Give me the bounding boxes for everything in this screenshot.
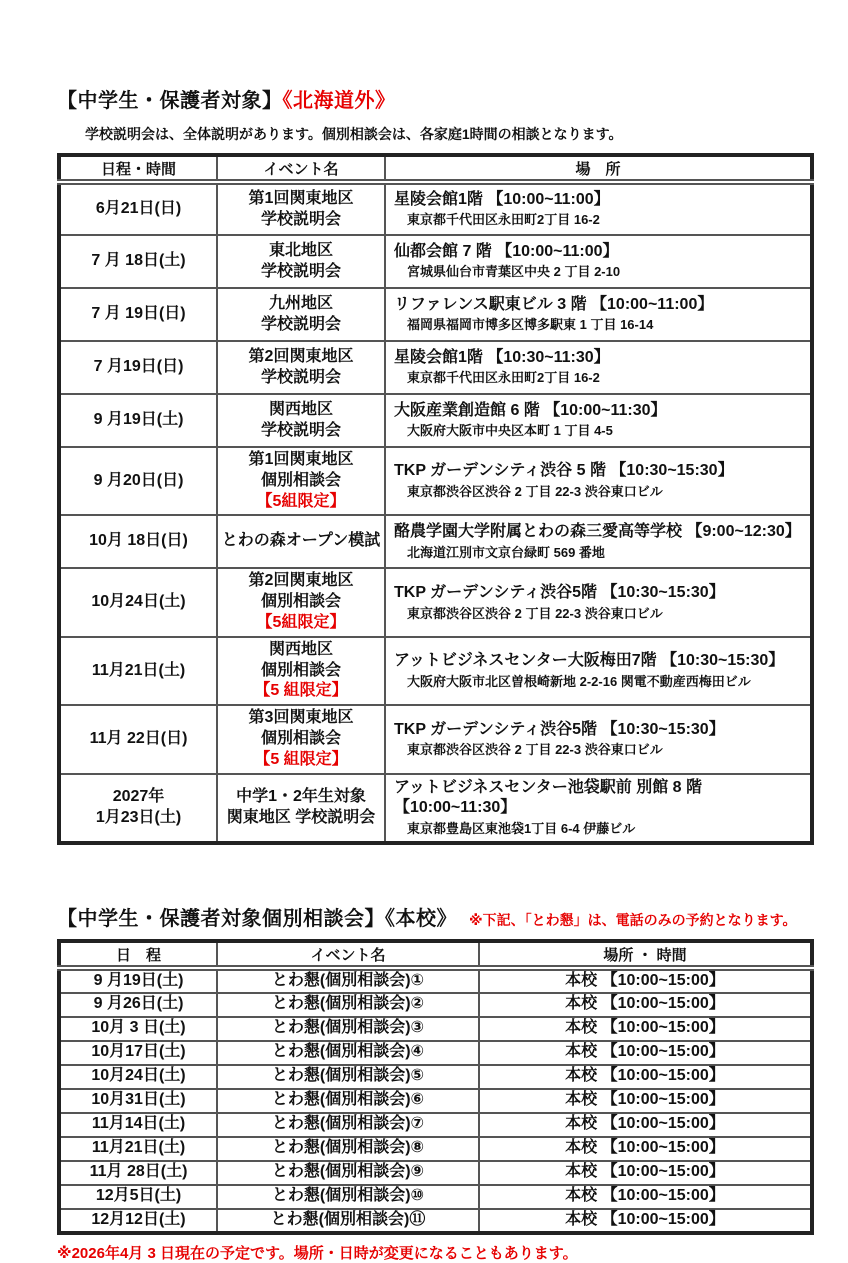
event-name-line xyxy=(218,210,384,231)
event-place-cell xyxy=(385,515,812,568)
venue-address: 福岡県福岡市博多区博多駅東 1 丁目 16-14 xyxy=(407,317,654,333)
consult-date-cell: 11月 28日(土) xyxy=(59,1161,217,1185)
oncampus-schedule-table xyxy=(57,939,814,1235)
event-name-text: 学校説明会 xyxy=(260,210,341,228)
oncampus-table-row xyxy=(59,993,812,1017)
venue-address: 北海道江別市文京台緑町 569 番地 xyxy=(407,544,605,560)
event-place-cell xyxy=(385,341,812,394)
venue-address: 宮城県仙台市青葉区中央 2 丁目 2-10 xyxy=(407,264,621,280)
event-name-line xyxy=(218,189,384,210)
event-date-line: 7 月 19日(日) xyxy=(91,305,186,323)
venue-and-time: アットビジネスセンター池袋駅前 別館 8 階 【10:00~11:30】 xyxy=(394,778,702,817)
event-place-cell xyxy=(385,705,812,773)
consult-place-cell: 本校 【10:00~15:00】 xyxy=(479,968,812,993)
venue-address: 東京都渋谷区渋谷 2 丁目 22-3 渋谷東口ビル xyxy=(407,484,663,500)
consult-place-cell: 本校 【10:00~15:00】 xyxy=(479,1161,812,1185)
event-name-text: 学校説明会 xyxy=(260,368,341,386)
offsite-table-row xyxy=(59,341,812,394)
event-limit-badge: 【5 組限定】 xyxy=(254,750,348,768)
consult-event-cell: とわ懇(個別相談会)② xyxy=(217,993,479,1017)
consult-place-cell: 本校 【10:00~15:00】 xyxy=(479,1137,812,1161)
consult-date-cell: 10月24日(土) xyxy=(59,1065,217,1089)
consult-place-cell: 本校 【10:00~15:00】 xyxy=(479,1017,812,1041)
event-name-cell xyxy=(217,394,385,447)
consult-event-cell: とわ懇(個別相談会)⑨ xyxy=(217,1161,479,1185)
event-date-cell xyxy=(59,235,217,288)
offsite-table-header-row xyxy=(59,155,812,182)
event-date-cell xyxy=(59,394,217,447)
venue-and-time: リファレンス駅東ビル 3 階 【10:00~11:00】 xyxy=(394,295,714,313)
event-name-cell xyxy=(217,568,385,636)
event-place-cell xyxy=(385,774,812,843)
event-name-line xyxy=(218,471,384,513)
offsite-schedule-table xyxy=(57,153,814,845)
oncampus-table-row xyxy=(59,1185,812,1209)
event-limit-badge: 【5組限定】 xyxy=(256,613,346,631)
event-name-line xyxy=(218,450,384,471)
oncampus-table-row xyxy=(59,1041,812,1065)
event-name-text: 第1回関東地区 xyxy=(248,451,354,468)
consult-date-cell: 11月21日(土) xyxy=(59,1137,217,1161)
oncampus-table-row xyxy=(59,1113,812,1137)
event-place-cell xyxy=(385,394,812,447)
event-name-line xyxy=(218,640,384,661)
event-date-line: 7 月19日(日) xyxy=(93,358,184,376)
event-name-text: 東北地区 xyxy=(268,241,333,259)
event-date-cell xyxy=(59,637,217,705)
event-date-cell xyxy=(59,515,217,568)
consult-place-cell: 本校 【10:00~15:00】 xyxy=(479,1089,812,1113)
event-place-cell xyxy=(385,568,812,636)
consult-date-cell: 9 月26日(土) xyxy=(59,993,217,1017)
event-place-cell xyxy=(385,235,812,288)
event-name-line xyxy=(218,347,384,368)
event-date-line: 10月24日(土) xyxy=(91,593,186,611)
venue-and-time: TKP ガーデンシティ渋谷 5 階 【10:30~15:30】 xyxy=(394,462,734,480)
event-name-cell xyxy=(217,288,385,341)
consult-event-cell: とわ懇(個別相談会)④ xyxy=(217,1041,479,1065)
event-name-cell xyxy=(217,235,385,288)
consult-place-cell: 本校 【10:00~15:00】 xyxy=(479,1041,812,1065)
venue-address: 大阪府大阪市北区曽根崎新地 2-2-16 関電不動産西梅田ビル xyxy=(407,673,751,689)
event-name-text: 第3回関東地区 xyxy=(248,709,354,727)
oncampus-table-row xyxy=(59,1161,812,1185)
event-name-line xyxy=(218,729,384,771)
event-date-line: 10月 18日(日) xyxy=(89,532,188,550)
venue-and-time: TKP ガーデンシティ渋谷5階 【10:30~15:30】 xyxy=(394,583,725,601)
offsite-table-row xyxy=(59,235,812,288)
consult-event-cell: とわ懇(個別相談会)③ xyxy=(217,1017,479,1041)
event-name-line xyxy=(218,571,384,592)
event-date-cell xyxy=(59,447,217,515)
event-name-cell xyxy=(217,182,385,235)
consult-event-cell: とわ懇(個別相談会)⑦ xyxy=(217,1113,479,1137)
oncampus-header-place: 場所 ・ 時間 xyxy=(479,941,812,968)
oncampus-table-header-row xyxy=(59,941,812,968)
footer-note: ※2026年4月 3 日現在の予定です。場所・日時が変更になることもあります。 xyxy=(57,1244,578,1262)
event-name-text: 個別相談会 xyxy=(260,593,341,611)
venue-address: 東京都豊島区東池袋1丁目 6-4 伊藤ビル xyxy=(407,821,636,837)
offsite-table-row xyxy=(59,288,812,341)
event-date-line: 9 月19日(土) xyxy=(93,411,184,429)
venue-and-time: 星陵会館1階 【10:00~11:00】 xyxy=(394,190,610,208)
event-name-line xyxy=(218,315,384,336)
event-date-cell xyxy=(59,182,217,235)
offsite-header-place: 場 所 xyxy=(385,155,812,182)
event-name-text: 関東地区 学校説明会 xyxy=(226,808,376,826)
event-place-cell xyxy=(385,637,812,705)
event-date-line: 7 月 18日(土) xyxy=(91,252,186,270)
event-name-line xyxy=(218,241,384,262)
consult-event-cell: とわ懇(個別相談会)⑥ xyxy=(217,1089,479,1113)
event-place-cell xyxy=(385,288,812,341)
event-name-text: 第1回関東地区 xyxy=(248,189,354,207)
venue-and-time: TKP ガーデンシティ渋谷5階 【10:30~15:30】 xyxy=(394,720,725,738)
event-date-cell xyxy=(59,288,217,341)
consult-event-cell: とわ懇(個別相談会)⑤ xyxy=(217,1065,479,1089)
venue-address: 東京都渋谷区渋谷 2 丁目 22-3 渋谷東口ビル xyxy=(407,742,663,758)
section1-title xyxy=(57,84,810,113)
consult-place-cell: 本校 【10:00~15:00】 xyxy=(479,1065,812,1089)
event-name-line xyxy=(218,592,384,634)
event-name-cell xyxy=(217,637,385,705)
section2-phone-note: ※下記、「とわ懇」は、電話のみの予約となります。 xyxy=(469,912,797,929)
offsite-table-row xyxy=(59,182,812,235)
event-date-line: 11月 22日(日) xyxy=(89,729,188,747)
venue-and-time: 星陵会館1階 【10:30~11:30】 xyxy=(394,348,610,366)
offsite-header-event: イベント名 xyxy=(217,155,385,182)
event-date-line: 6月21日(日) xyxy=(95,200,182,218)
event-name-line xyxy=(218,808,384,829)
venue-address: 大阪府大阪市中央区本町 1 丁目 4-5 xyxy=(407,423,613,439)
event-name-line xyxy=(218,421,384,442)
consult-event-cell: とわ懇(個別相談会)⑪ xyxy=(217,1209,479,1233)
oncampus-table-row xyxy=(59,968,812,993)
event-name-text: とわの森オープン模試 xyxy=(221,532,381,550)
event-name-text: 学校説明会 xyxy=(260,421,341,439)
venue-address: 東京都渋谷区渋谷 2 丁目 22-3 渋谷東口ビル xyxy=(407,605,663,621)
event-date-cell xyxy=(59,705,217,773)
consult-event-cell: とわ懇(個別相談会)⑧ xyxy=(217,1137,479,1161)
event-name-text: 関西地区 xyxy=(268,400,333,418)
consult-date-cell: 12月12日(土) xyxy=(59,1209,217,1233)
offsite-table-row xyxy=(59,515,812,568)
event-name-cell xyxy=(217,515,385,568)
consult-place-cell: 本校 【10:00~15:00】 xyxy=(479,1209,812,1233)
event-name-text: 個別相談会 xyxy=(260,471,341,489)
event-name-line xyxy=(218,661,384,703)
consult-event-cell: とわ懇(個別相談会)① xyxy=(217,968,479,993)
event-name-cell xyxy=(217,447,385,515)
section1-title-black: 【中学生・保護者対象】 xyxy=(57,90,283,112)
event-place-cell xyxy=(385,182,812,235)
event-name-text: 第2回関東地区 xyxy=(248,347,354,365)
offsite-table-row xyxy=(59,447,812,515)
venue-and-time: アットビジネスセンター大阪梅田7階 【10:30~15:30】 xyxy=(394,652,785,670)
event-date-line: 11月21日(土) xyxy=(91,661,186,679)
oncampus-table-row xyxy=(59,1017,812,1041)
venue-address: 東京都千代田区永田町2丁目 16-2 xyxy=(407,212,600,228)
event-limit-badge: 【5 組限定】 xyxy=(254,682,348,700)
event-name-line xyxy=(218,400,384,421)
event-name-text: 個別相談会 xyxy=(260,661,341,679)
venue-and-time: 酪農学園大学附属とわの森三愛高等学校 【9:00~12:30】 xyxy=(394,523,801,541)
event-name-cell xyxy=(217,705,385,773)
consult-date-cell: 12月5日(土) xyxy=(59,1185,217,1209)
event-name-cell xyxy=(217,774,385,843)
venue-address: 東京都千代田区永田町2丁目 16-2 xyxy=(407,370,600,386)
event-name-line xyxy=(218,531,384,552)
section2-title: 【中学生・保護者対象個別相談会】《本校》 xyxy=(57,908,457,931)
consult-place-cell: 本校 【10:00~15:00】 xyxy=(479,1113,812,1137)
consult-event-cell: とわ懇(個別相談会)⑩ xyxy=(217,1185,479,1209)
event-name-cell xyxy=(217,341,385,394)
section1-subtitle: 学校説明会は、全体説明があります。個別相談会は、各家庭1時間の相談となります。 xyxy=(85,126,623,142)
event-name-text: 第2回関東地区 xyxy=(248,572,354,590)
event-date-line: 9 月20日(日) xyxy=(93,471,184,489)
oncampus-table-row xyxy=(59,1209,812,1233)
event-date-line: 2027年 xyxy=(112,788,165,805)
section1-title-red: 《北海道外》 xyxy=(282,90,396,112)
offsite-table-row xyxy=(59,774,812,843)
consult-date-cell: 10月 3 日(土) xyxy=(59,1017,217,1041)
oncampus-table-row xyxy=(59,1089,812,1113)
consult-place-cell: 本校 【10:00~15:00】 xyxy=(479,1185,812,1209)
oncampus-table-row xyxy=(59,1137,812,1161)
venue-and-time: 大阪産業創造館 6 階 【10:00~11:30】 xyxy=(394,401,667,419)
offsite-header-date: 日程・時間 xyxy=(59,155,217,182)
offsite-table-row xyxy=(59,705,812,773)
consult-date-cell: 9 月19日(土) xyxy=(59,968,217,993)
event-date-cell xyxy=(59,568,217,636)
event-name-text: 関西地区 xyxy=(268,640,333,658)
event-name-line xyxy=(218,787,384,808)
event-name-text: 学校説明会 xyxy=(260,262,341,280)
oncampus-header-date: 日 程 xyxy=(59,941,217,968)
event-date-cell xyxy=(59,341,217,394)
venue-and-time: 仙都会館 7 階 【10:00~11:00】 xyxy=(394,242,619,260)
event-name-line xyxy=(218,368,384,389)
section2-header xyxy=(57,902,810,931)
event-name-text: 中学1・2年生対象 xyxy=(236,788,366,805)
offsite-table-row xyxy=(59,394,812,447)
oncampus-header-event: イベント名 xyxy=(217,941,479,968)
consult-date-cell: 10月31日(土) xyxy=(59,1089,217,1113)
consult-date-cell: 11月14日(土) xyxy=(59,1113,217,1137)
event-date-cell xyxy=(59,774,217,843)
event-name-line xyxy=(218,262,384,283)
event-name-text: 個別相談会 xyxy=(260,729,341,747)
offsite-table-row xyxy=(59,568,812,636)
offsite-table-row xyxy=(59,637,812,705)
event-name-text: 九州地区 xyxy=(268,294,333,312)
event-date-line: 1月23日(土) xyxy=(95,808,182,826)
oncampus-table-row xyxy=(59,1065,812,1089)
event-name-line xyxy=(218,294,384,315)
consult-place-cell: 本校 【10:00~15:00】 xyxy=(479,993,812,1017)
event-name-line xyxy=(218,708,384,729)
event-place-cell xyxy=(385,447,812,515)
event-limit-badge: 【5組限定】 xyxy=(256,492,346,510)
event-name-text: 学校説明会 xyxy=(260,315,341,333)
consult-date-cell: 10月17日(土) xyxy=(59,1041,217,1065)
